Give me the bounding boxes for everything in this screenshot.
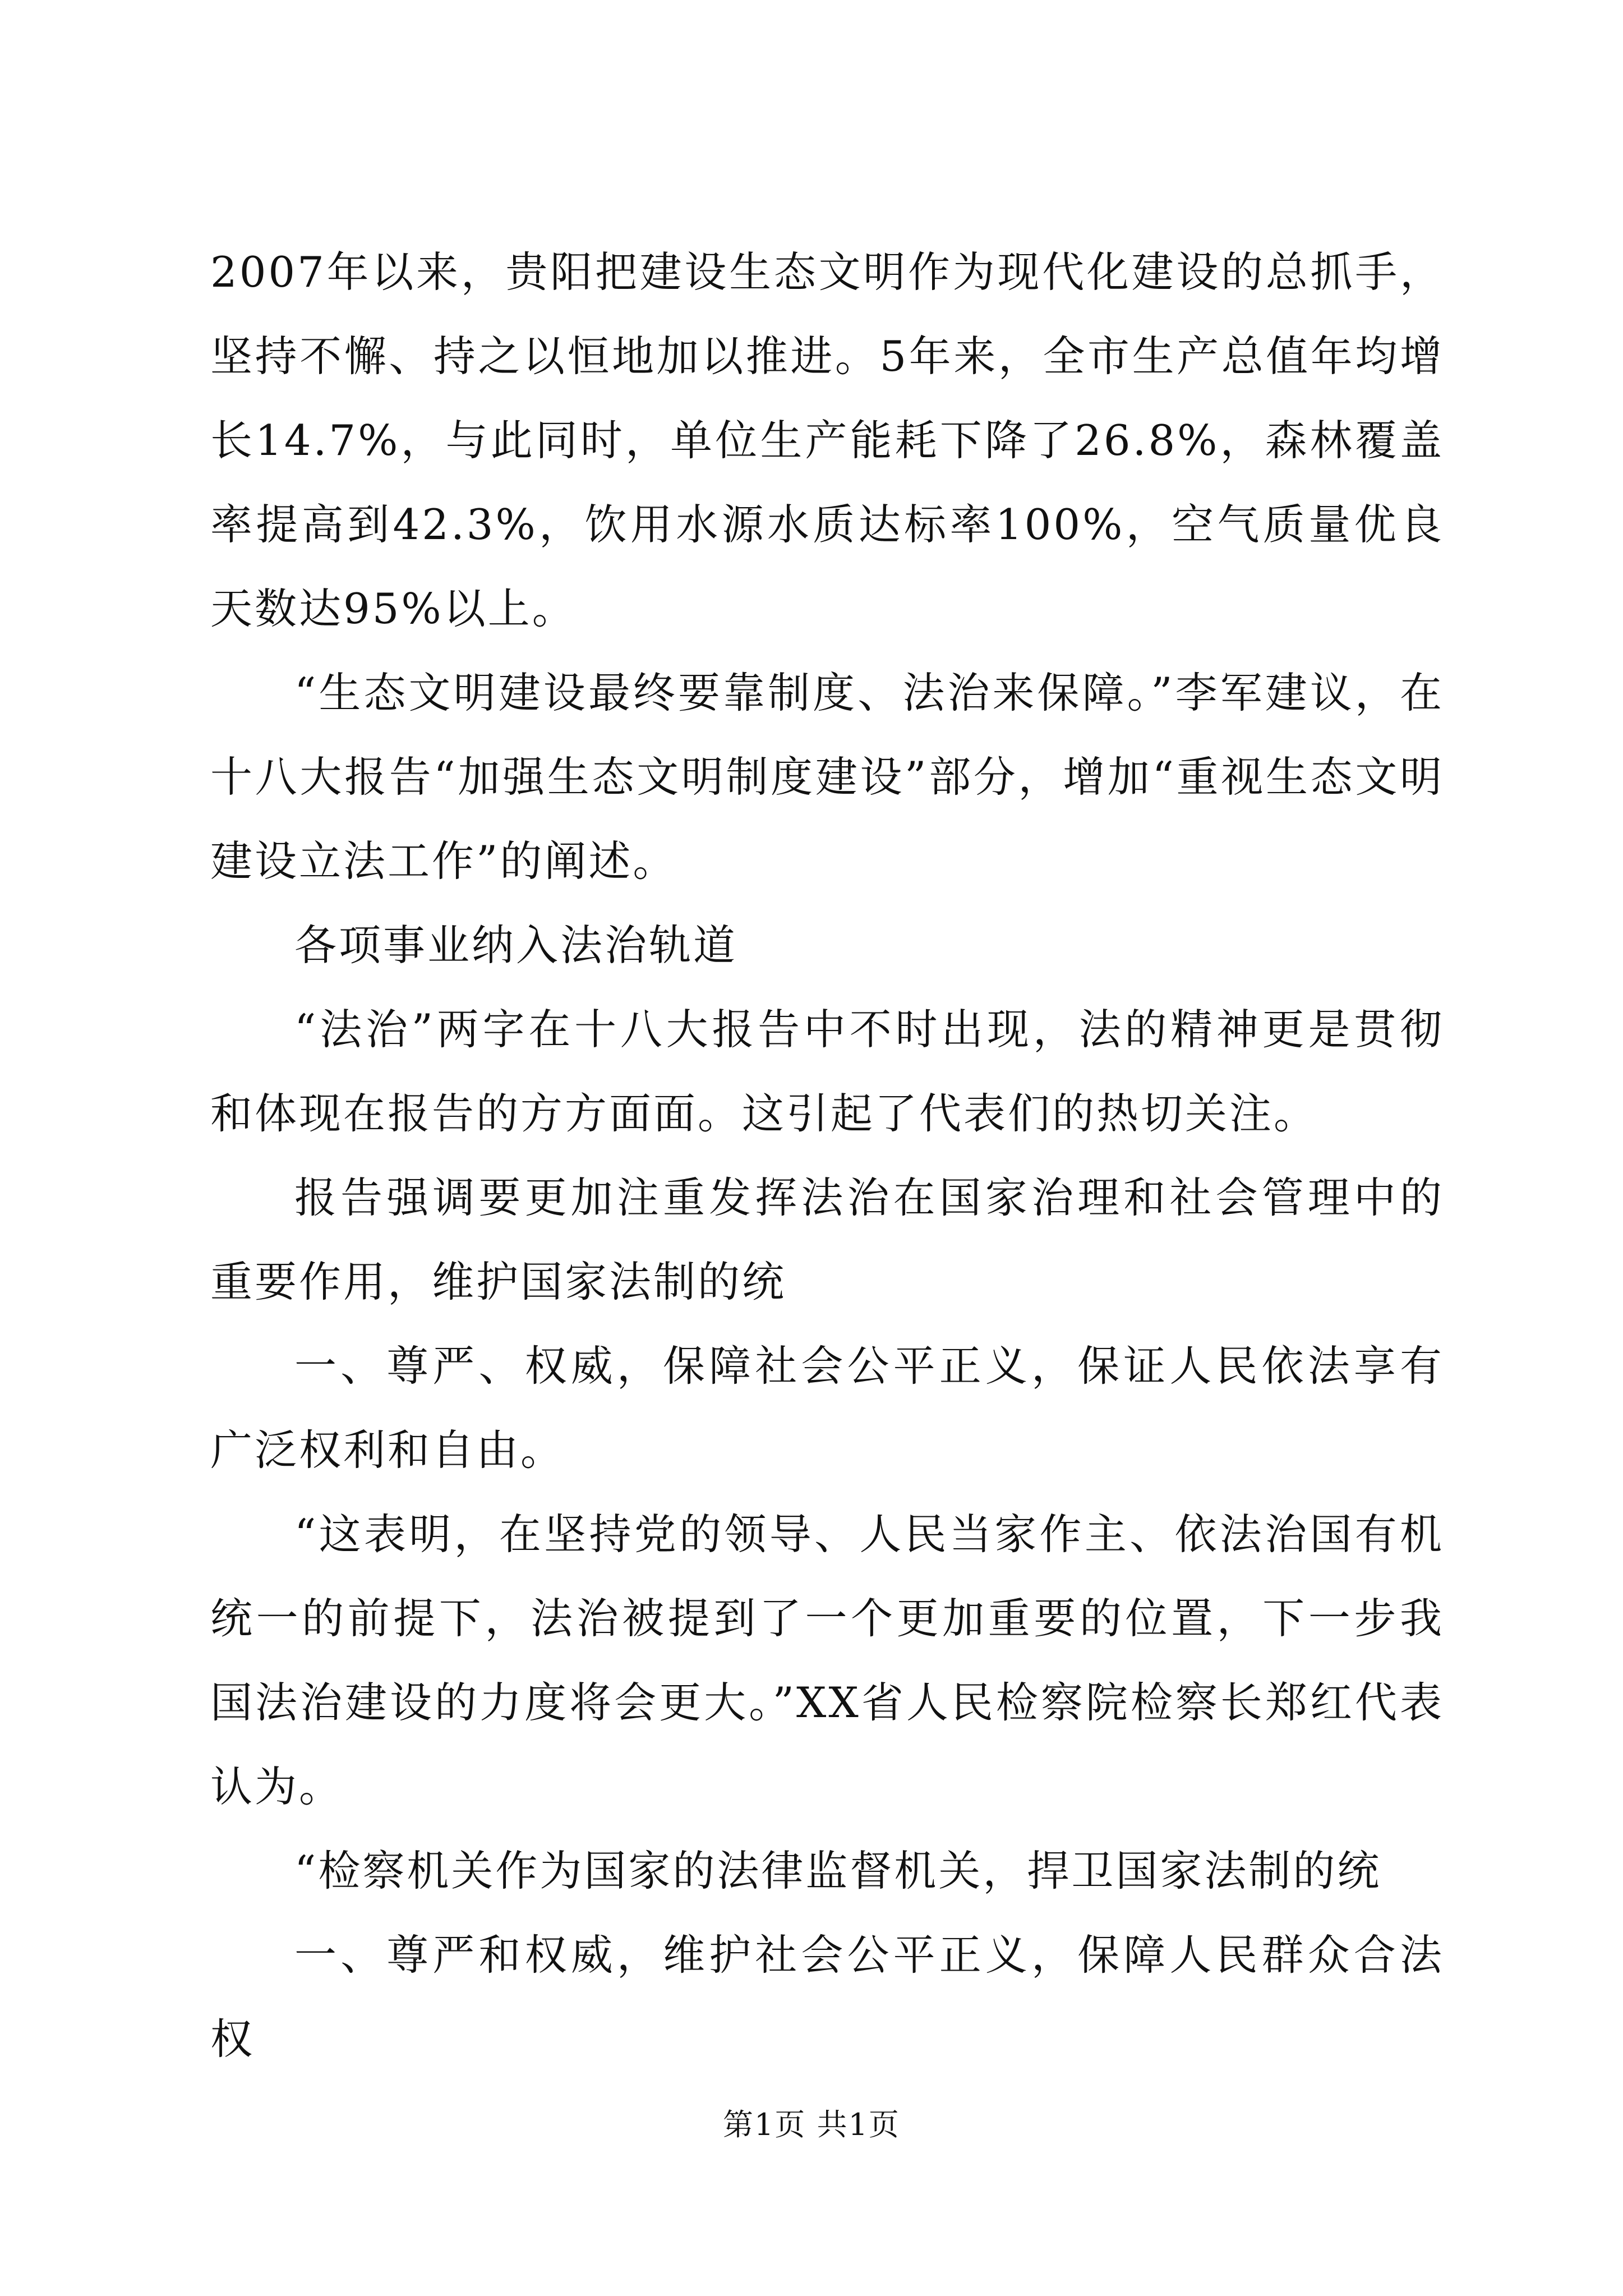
paragraph-6: “这表明，在坚持党的领导、人民当家作主、依法治国有机统一的前提下，法治被提到了一个更加重要的位置，下一步我国法治建设的力度将会更大。”XX省人民检察院检察长郑红代表认为。 — [210, 1510, 1444, 1811]
paragraph-7: “检察机关作为国家的法律监督机关，捍卫国家法制的统 — [294, 1846, 1382, 1895]
paragraph-5: 一、尊严、权威，保障社会公平正义，保证人民依法享有广泛权利和自由。 — [210, 1341, 1444, 1475]
paragraph-4: 报告强调要更加注重发挥法治在国家治理和社会管理中的重要作用，维护国家法制的统 — [210, 1173, 1444, 1306]
paragraph-8: 一、尊严和权威，维护社会公平正义，保障人民群众合法权 — [210, 1930, 1444, 2064]
paragraph-3: “法治”两字在十八大报告中不时出现，法的精神更是贯彻和体现在报告的方方面面。这引起了代表们的热切关注。 — [210, 1005, 1444, 1138]
page-footer — [0, 2102, 1623, 2147]
section-heading: 各项事业纳入法治轨道 — [294, 921, 738, 970]
paragraph-1: 2007年以来，贵阳把建设生态文明作为现代化建设的总抓手，坚持不懈、持之以恒地加以推进。5年来，全市生产总值年均增长14.7%，与此同时，单位生产能耗下降了26.8%，森林覆盖率提高到42.3%，饮用水源水质达标率100%，空气质量优良天数达95%以上。 — [210, 247, 1444, 633]
page-number-label: 第1页 共1页 — [723, 2107, 900, 2142]
document-body — [210, 230, 1444, 2081]
paragraph-2: “生态文明建设最终要靠制度、法治来保障。”李军建议，在十八大报告“加强生态文明制度建设”部分，增加“重视生态文明建设立法工作”的阐述。 — [210, 668, 1444, 886]
